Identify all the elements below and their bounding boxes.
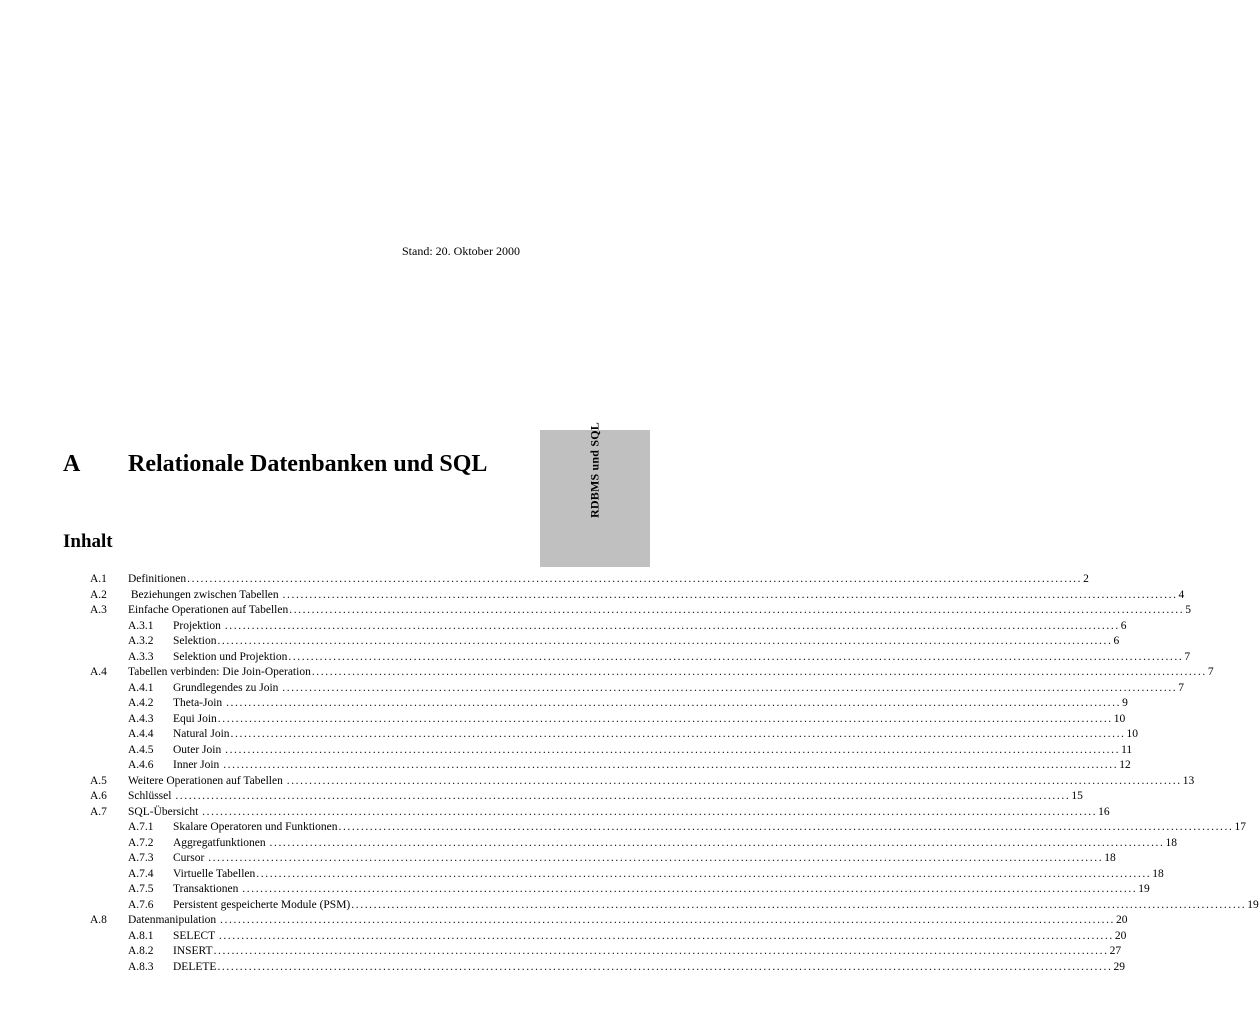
- toc-entry-title: SQL-Übersicht: [128, 805, 202, 818]
- toc-entry-number: A.6: [90, 790, 107, 802]
- toc-entry-page: 10: [1126, 728, 1139, 740]
- toc-entry-title: Weitere Operationen auf Tabellen: [128, 774, 286, 787]
- toc-entry-page: 17: [1234, 821, 1246, 833]
- toc-entry-leader: [173, 727, 1139, 743]
- toc-entry-number: A.7.6: [128, 898, 154, 911]
- toc-entry[interactable]: [90, 789, 1083, 805]
- toc-entry-number: A.7.2: [128, 836, 154, 849]
- dot-leader: ........................................................................................................................................................................................................: [289, 604, 1185, 616]
- toc-entry-leader: [173, 758, 1131, 774]
- toc-entry-leader: [128, 913, 1128, 929]
- chapter-title: Relationale Datenbanken und SQL: [128, 451, 488, 477]
- toc-entry[interactable]: [90, 805, 1110, 821]
- dot-leader: ........................................................................................................................................................................................................: [218, 929, 1114, 942]
- toc-entry[interactable]: [90, 634, 1120, 650]
- toc-entry-leader: [128, 603, 1191, 619]
- toc-entry-page: 10: [1113, 712, 1126, 725]
- toc-entry-number: A.3.3: [128, 650, 154, 663]
- toc-entry-title: DELETE: [173, 960, 217, 973]
- toc-entry-leader: [173, 619, 1127, 635]
- toc-entry-number: A.8.3: [128, 960, 154, 973]
- toc-entry-page: 13: [1182, 774, 1195, 787]
- document-date: Stand: 20. Oktober 2000: [402, 244, 520, 258]
- toc-entry-page: 18: [1165, 836, 1177, 849]
- toc-entry-leader: [173, 696, 1128, 712]
- dot-leader: ........................................................................................................................................................................................................: [288, 650, 1184, 663]
- dot-leader: ........................................................................................................................................................................................................: [225, 743, 1121, 756]
- dot-leader: ........................................................................................................................................................................................................: [217, 635, 1113, 647]
- toc-entry-number: A.4.6: [128, 759, 154, 771]
- toc-entry-leader: [128, 805, 1110, 821]
- toc-entry-page: 19: [1247, 898, 1259, 911]
- toc-entry-page: 16: [1098, 805, 1110, 818]
- dot-leader: ........................................................................................................................................................................................................: [282, 681, 1178, 694]
- toc-entry-title: Outer Join: [173, 743, 225, 756]
- dot-leader: ........................................................................................................................................................................................................: [226, 697, 1122, 709]
- toc-entry-number: A.4.2: [128, 697, 154, 709]
- dot-leader: ........................................................................................................................................................................................................: [220, 914, 1116, 926]
- dot-leader: ........................................................................................................................................................................................................: [338, 821, 1234, 833]
- toc-entry-title: Definitionen: [128, 573, 187, 585]
- toc-entry-number: A.4: [90, 666, 107, 678]
- dot-leader: ........................................................................................................................................................................................................: [256, 867, 1152, 880]
- toc-entry-title: Theta-Join: [173, 697, 226, 709]
- toc-entry[interactable]: [90, 851, 1116, 867]
- toc-entry-leader: [173, 944, 1122, 960]
- toc-entry[interactable]: [90, 758, 1131, 774]
- toc-entry-leader: [128, 588, 1185, 604]
- toc-entry-number: A.7.3: [128, 852, 154, 864]
- toc-entry-leader: [173, 867, 1164, 883]
- toc-entry[interactable]: [90, 898, 1259, 914]
- toc-entry[interactable]: [90, 619, 1127, 635]
- toc-entry-title: Selektion: [173, 635, 217, 647]
- dot-leader: ........................................................................................................................................................................................................: [208, 852, 1104, 864]
- toc-entry[interactable]: [90, 712, 1126, 728]
- toc-entry-number: A.3.2: [128, 635, 154, 647]
- toc-entry-title: Persistent gespeicherte Module (PSM): [173, 898, 351, 911]
- toc-entry[interactable]: [90, 913, 1128, 929]
- toc-entry-number: A.4.4: [128, 728, 154, 740]
- toc-entry-number: A.8: [90, 914, 107, 926]
- dot-leader: ........................................................................................................................................................................................................: [224, 619, 1120, 632]
- toc-entry-page: 12: [1119, 759, 1131, 771]
- toc-entry[interactable]: [90, 867, 1164, 883]
- toc-entry-number: A.4.3: [128, 712, 154, 725]
- toc-entry[interactable]: [90, 588, 1185, 604]
- dot-leader: ........................................................................................................................................................................................................: [282, 588, 1178, 601]
- toc-entry-leader: [173, 634, 1120, 650]
- toc-entry-page: 27: [1109, 945, 1122, 957]
- toc-entry-leader: [173, 882, 1150, 898]
- toc-entry-title: Beziehungen zwischen Tabellen: [128, 588, 282, 601]
- toc-entry[interactable]: [90, 603, 1191, 619]
- toc-entry-number: A.3: [90, 604, 107, 616]
- toc-entry-title: Projektion: [173, 619, 224, 632]
- toc-entry-leader: [173, 681, 1185, 697]
- dot-leader: ........................................................................................................................................................................................................: [187, 573, 1083, 585]
- toc-entry[interactable]: [90, 960, 1125, 976]
- toc-entry-leader: [173, 851, 1116, 867]
- toc-entry-page: 9: [1122, 697, 1128, 709]
- contents-heading: Inhalt: [63, 531, 113, 552]
- toc-entry-page: 20: [1116, 914, 1128, 926]
- toc-entry-leader: [173, 712, 1126, 728]
- toc-entry[interactable]: [90, 681, 1185, 697]
- toc-entry[interactable]: [90, 743, 1133, 759]
- dot-leader: ........................................................................................................................................................................................................: [311, 666, 1207, 678]
- toc-entry-title: SELECT: [173, 929, 218, 942]
- side-tab: [540, 422, 650, 567]
- toc-entry-number: A.8.2: [128, 945, 154, 957]
- toc-entry-leader: [173, 743, 1133, 759]
- toc-entry-title: Schlüssel: [128, 790, 175, 802]
- toc-entry-number: A.5: [90, 774, 107, 787]
- toc-entry-title: Einfache Operationen auf Tabellen: [128, 604, 289, 616]
- toc-entry[interactable]: [90, 929, 1127, 945]
- toc-entry-number: A.4.5: [128, 743, 154, 756]
- toc-entry-page: 11: [1121, 743, 1133, 756]
- dot-leader: ........................................................................................................................................................................................................: [217, 960, 1113, 973]
- toc-entry-number: A.8.1: [128, 929, 154, 942]
- toc-entry-leader: [128, 774, 1195, 790]
- toc-entry-number: A.7: [90, 805, 107, 818]
- toc-entry-number: A.1: [90, 573, 107, 585]
- toc-entry-title: Skalare Operatoren und Funktionen: [173, 821, 338, 833]
- toc-entry-title: Virtuelle Tabellen: [173, 867, 256, 880]
- toc-entry[interactable]: [90, 774, 1195, 790]
- toc-entry-leader: [128, 572, 1089, 588]
- dot-leader: ........................................................................................................................................................................................................: [217, 712, 1113, 725]
- toc-entry[interactable]: [90, 727, 1139, 743]
- toc-entry-title: INSERT: [173, 945, 213, 957]
- toc-entry-number: A.3.1: [128, 619, 154, 632]
- toc-entry-number: A.4.1: [128, 681, 154, 694]
- toc-entry-title: Inner Join: [173, 759, 223, 771]
- dot-leader: ........................................................................................................................................................................................................: [230, 728, 1126, 740]
- dot-leader: ........................................................................................................................................................................................................: [213, 945, 1109, 957]
- toc-entry-page: 19: [1138, 883, 1150, 895]
- toc-entry-page: 5: [1185, 604, 1191, 616]
- toc-entry-page: 7: [1184, 650, 1191, 663]
- dot-leader: ........................................................................................................................................................................................................: [286, 774, 1182, 787]
- toc-entry-leader: [173, 650, 1191, 666]
- toc-entry-title: Aggregatfunktionen: [173, 836, 269, 849]
- toc-entry-page: 20: [1114, 929, 1127, 942]
- toc-entry-page: 7: [1178, 681, 1185, 694]
- dot-leader: ........................................................................................................................................................................................................: [242, 883, 1138, 895]
- toc-entry[interactable]: [90, 944, 1122, 960]
- toc-entry-title: Transaktionen: [173, 883, 242, 895]
- toc-entry-leader: [173, 960, 1125, 976]
- toc-entry-title: Grundlegendes zu Join: [173, 681, 282, 694]
- chapter-letter: A: [63, 451, 81, 477]
- toc-entry[interactable]: [90, 820, 1246, 836]
- toc-entry-page: 4: [1178, 588, 1185, 601]
- toc-entry-page: 6: [1120, 619, 1127, 632]
- toc-entry-title: Selektion und Projektion: [173, 650, 288, 663]
- toc-entry-leader: [173, 929, 1127, 945]
- toc-entry-page: 2: [1083, 573, 1089, 585]
- toc-entry-page: 18: [1152, 867, 1164, 880]
- toc-entry[interactable]: [90, 665, 1214, 681]
- toc-entry-title: Equi Join: [173, 712, 217, 725]
- toc-entry-leader: [173, 820, 1246, 836]
- dot-leader: ........................................................................................................................................................................................................: [269, 836, 1165, 849]
- toc-entry-page: 18: [1104, 852, 1116, 864]
- toc-entry-page: 15: [1071, 790, 1083, 802]
- toc-entry[interactable]: [90, 650, 1191, 666]
- toc-entry-leader: [173, 898, 1259, 914]
- dot-leader: ........................................................................................................................................................................................................: [223, 759, 1119, 771]
- toc-entry-number: A.7.5: [128, 883, 154, 895]
- toc-entry-page: 6: [1113, 635, 1120, 647]
- toc-entry-leader: [128, 789, 1083, 805]
- toc-entry[interactable]: [90, 836, 1177, 852]
- toc-entry[interactable]: [90, 572, 1089, 588]
- toc-entry-number: A.2: [90, 588, 107, 601]
- toc-entry-leader: [173, 836, 1177, 852]
- dot-leader: ........................................................................................................................................................................................................: [351, 898, 1247, 911]
- toc-entry-page: 29: [1113, 960, 1125, 973]
- toc-entry-title: Natural Join: [173, 728, 230, 740]
- toc-entry-number: A.7.4: [128, 867, 154, 880]
- side-tab-label: RDBMS und SQL: [587, 422, 602, 518]
- toc-entry-leader: [128, 665, 1214, 681]
- toc-entry[interactable]: [90, 882, 1150, 898]
- toc-entry-title: Tabellen verbinden: Die Join-Operation: [128, 666, 311, 678]
- dot-leader: ........................................................................................................................................................................................................: [202, 805, 1098, 818]
- toc-entry[interactable]: [90, 696, 1128, 712]
- toc-entry-title: Cursor: [173, 852, 208, 864]
- toc-entry-title: Datenmanipulation: [128, 914, 220, 926]
- toc-entry-page: 7: [1207, 666, 1214, 678]
- dot-leader: ........................................................................................................................................................................................................: [175, 790, 1071, 802]
- toc-entry-number: A.7.1: [128, 821, 154, 833]
- table-of-contents: [90, 572, 1259, 975]
